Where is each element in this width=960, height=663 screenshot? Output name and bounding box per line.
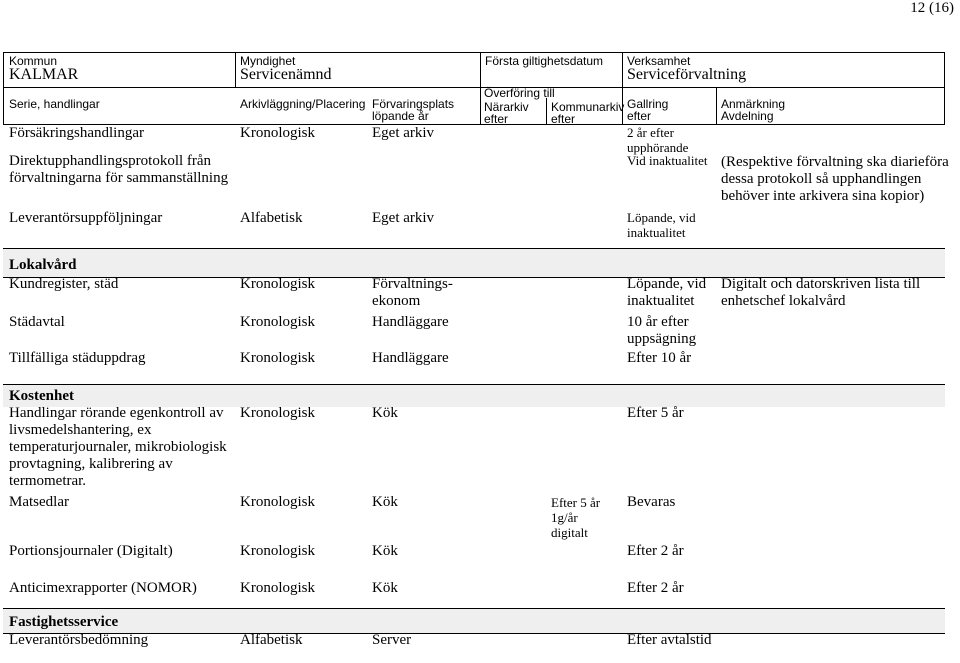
rule <box>3 608 945 609</box>
col-gallring-efter: efter <box>627 109 652 123</box>
verksamhet-value: Serviceförvaltning <box>627 66 747 83</box>
col-anmarkning: Anmärkning <box>721 97 786 111</box>
cell-forvaringsplats: Förvaltnings- <box>372 276 453 292</box>
verksamhet-label: Verksamhet <box>627 54 691 68</box>
divider <box>235 52 236 87</box>
page-number: 12 (16) <box>910 0 954 16</box>
cell-forvaringsplats: Handläggare <box>372 350 449 366</box>
cell-forvaringsplats: Server <box>372 632 412 648</box>
rule <box>3 124 945 125</box>
cell-serie: Portionsjournaler (Digitalt) <box>9 543 173 559</box>
col-nararkiv-efter: efter <box>484 112 509 126</box>
cell-anmarkning: behöver inte arkivera sina kopior) <box>721 188 925 204</box>
cell-arkivlaggning: Kronologisk <box>240 276 315 292</box>
cell-kommunarkiv: 1g/år <box>551 510 578 525</box>
cell-serie: Försäkringshandlingar <box>9 125 144 141</box>
divider <box>546 98 547 124</box>
section-title-fastighetsservice: Fastighetsservice <box>9 614 119 630</box>
col-kommunarkiv-efter: efter <box>551 112 576 126</box>
cell-gallring: 2 år efter <box>627 125 674 140</box>
cell-gallring: Efter 2 år <box>627 543 684 559</box>
divider <box>944 52 945 124</box>
cell-forvaringsplats: ekonom <box>372 293 421 309</box>
myndighet-label: Myndighet <box>240 54 296 68</box>
section-title-lokalvard: Lokalvård <box>9 257 77 273</box>
cell-forvaringsplats: Handläggare <box>372 314 449 330</box>
cell-anmarkning: Digitalt och datorskriven lista till <box>721 276 921 292</box>
fastighet-band <box>3 609 945 633</box>
divider <box>716 87 717 124</box>
cell-anmarkning: enhetschef lokalvård <box>721 293 846 309</box>
cell-gallring: Efter 2 år <box>627 580 684 596</box>
divider <box>480 52 481 124</box>
cell-arkivlaggning: Kronologisk <box>240 494 315 510</box>
col-overforing: Överföring till <box>484 86 555 100</box>
cell-arkivlaggning: Kronologisk <box>240 543 315 559</box>
cell-arkivlaggning: Kronologisk <box>240 314 315 330</box>
rule <box>3 384 945 385</box>
cell-forvaringsplats: Kök <box>372 580 398 596</box>
cell-forvaringsplats: Kök <box>372 543 398 559</box>
cell-gallring: inaktualitet <box>627 293 695 309</box>
cell-arkivlaggning: Kronologisk <box>240 125 315 141</box>
kostenhet-band <box>3 385 945 407</box>
cell-gallring: 10 år efter <box>627 314 689 330</box>
cell-gallring: Bevaras <box>627 494 676 510</box>
col-kommunarkiv: Kommunarkiv <box>551 100 625 114</box>
col-nararkiv: Närarkiv <box>484 100 529 114</box>
cell-arkivlaggning: Alfabetisk <box>240 632 303 648</box>
cell-kommunarkiv: Efter 5 år <box>551 495 601 510</box>
rule <box>3 248 945 249</box>
divider <box>3 52 4 124</box>
cell-gallring: Löpande, vid <box>627 276 707 292</box>
myndighet-value: Servicenämnd <box>240 66 332 83</box>
cell-serie: Direktupphandlingsprotokoll från <box>9 153 212 169</box>
cell-gallring: uppsägning <box>627 331 697 347</box>
cell-arkivlaggning: Kronologisk <box>240 580 315 596</box>
cell-serie: Matsedlar <box>9 494 69 510</box>
cell-serie: temperaturjournaler, mikrobiologisk <box>9 439 227 455</box>
cell-serie: Kundregister, städ <box>9 276 119 292</box>
kommun-value: KALMAR <box>9 66 79 83</box>
cell-gallring: inaktualitet <box>627 225 686 240</box>
cell-serie: förvaltningarna för sammanställning <box>9 170 229 186</box>
lokalvard-band <box>3 249 945 277</box>
col-arkivlaggning: Arkivläggning/Placering <box>240 97 366 111</box>
kommun-label: Kommun <box>9 54 58 68</box>
cell-anmarkning: dessa protokoll så upphandlingen <box>721 171 922 187</box>
cell-serie: Leverantörsbedömning <box>9 632 149 648</box>
col-avdelning: Avdelning <box>721 109 774 123</box>
col-gallring: Gallring <box>627 97 669 111</box>
section-title-kostenhet: Kostenhet <box>9 388 74 404</box>
cell-gallring: upphörande <box>627 140 689 155</box>
rule <box>3 87 945 88</box>
cell-forvaringsplats: Kök <box>372 494 398 510</box>
cell-forvaringsplats: Eget arkiv <box>372 210 435 226</box>
cell-gallring: Efter 5 år <box>627 405 684 421</box>
cell-serie: provtagning, kalibrering av <box>9 456 173 472</box>
col-forvaringsplats: Förvaringsplats <box>372 97 455 111</box>
cell-anmarkning: (Respektive förvaltning ska diarieföra <box>721 154 949 170</box>
cell-serie: Tillfälliga städuppdrag <box>9 350 146 366</box>
cell-gallring: Löpande, vid <box>627 210 696 225</box>
cell-serie: Leverantörsuppföljningar <box>9 210 163 226</box>
cell-serie: Handlingar rörande egenkontroll av <box>9 405 224 421</box>
cell-kommunarkiv: digitalt <box>551 525 588 540</box>
col-lopande-ar: löpande år <box>372 109 429 123</box>
cell-arkivlaggning: Alfabetisk <box>240 210 303 226</box>
rule <box>3 52 945 53</box>
cell-forvaringsplats: Kök <box>372 405 398 421</box>
cell-serie: Anticimexrapporter (NOMOR) <box>9 580 197 596</box>
cell-serie: Städavtal <box>9 314 65 330</box>
forsta-giltighetsdatum-label: Första giltighetsdatum <box>485 54 604 68</box>
cell-arkivlaggning: Kronologisk <box>240 405 315 421</box>
cell-forvaringsplats: Eget arkiv <box>372 125 435 141</box>
cell-gallring: Efter 10 år <box>627 350 692 366</box>
cell-serie: livsmedelshantering, ex <box>9 422 152 438</box>
col-serie: Serie, handlingar <box>9 97 100 111</box>
cell-arkivlaggning: Kronologisk <box>240 350 315 366</box>
cell-gallring: Efter avtalstid <box>627 632 712 648</box>
cell-serie: termometrar. <box>9 473 87 489</box>
cell-gallring: Vid inaktualitet <box>627 153 708 168</box>
